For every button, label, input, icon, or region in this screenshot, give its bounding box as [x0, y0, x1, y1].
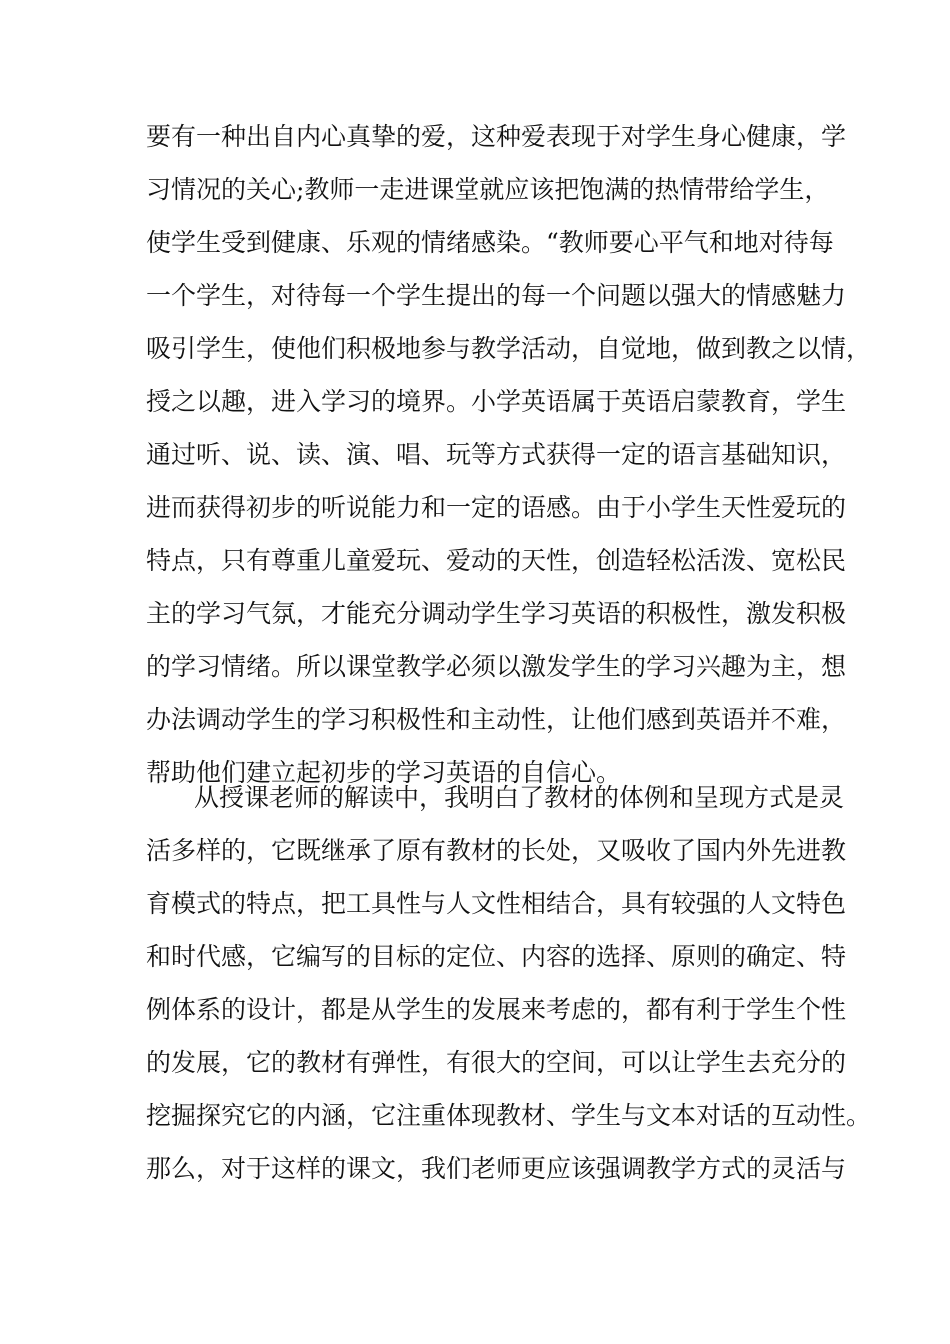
text-line: 那么，对于这样的课文，我们老师更应该强调教学方式的灵活与 [146, 1154, 847, 1183]
text-line: 育模式的特点，把工具性与人文性相结合，具有较强的人文特色 [146, 889, 847, 918]
text-line: 主的学习气氛，才能充分调动学生学习英语的积极性，激发积极 [146, 599, 847, 628]
text-line: 使学生受到健康、乐观的情绪感染。“教师要心平气和地对待每 [146, 228, 834, 257]
text-line: 要有一种出自内心真挚的爱，这种爱表现于对学生身心健康，学 [146, 122, 847, 151]
text-line: 通过听、说、读、演、唱、玩等方式获得一定的语言基础知识， [146, 440, 847, 469]
text-line: 和时代感，它编写的目标的定位、内容的选择、原则的确定、特 [146, 942, 847, 971]
text-line: 进而获得初步的听说能力和一定的语感。由于小学生天性爱玩的 [146, 493, 847, 522]
text-line: 例体系的设计，都是从学生的发展来考虑的，都有利于学生个性 [146, 995, 847, 1024]
text-line: 从授课老师的解读中，我明白了教材的体例和呈现方式是灵 [194, 783, 845, 812]
paragraph-2 [146, 771, 872, 1195]
text-line: 帮助他们建立起初步的学习英语的自信心。 [146, 758, 622, 787]
text-line: 习情况的关心;教师一走进课堂就应该把饱满的热情带给学生， [146, 175, 830, 204]
text-line: 的学习情绪。所以课堂教学必须以激发学生的学习兴趣为主，想 [146, 652, 847, 681]
paragraph-1 [146, 110, 872, 799]
text-line: 特点，只有尊重儿童爱玩、爱动的天性，创造轻松活泼、宽松民 [146, 546, 847, 575]
text-line: 的发展，它的教材有弹性，有很大的空间，可以让学生去充分的 [146, 1048, 847, 1077]
text-line: 办法调动学生的学习积极性和主动性，让他们感到英语并不难， [146, 705, 847, 734]
text-line: 挖掘探究它的内涵，它注重体现教材、学生与文本对话的互动性。 [146, 1101, 872, 1130]
text-line: 活多样的，它既继承了原有教材的长处，又吸收了国内外先进教 [146, 836, 847, 865]
text-line: 吸引学生，使他们积极地参与教学活动，自觉地，做到教之以情， [146, 334, 872, 363]
text-line: 授之以趣，进入学习的境界。小学英语属于英语启蒙教育，学生 [146, 387, 847, 416]
text-line: 一个学生，对待每一个学生提出的每一个问题以强大的情感魅力 [146, 281, 847, 310]
